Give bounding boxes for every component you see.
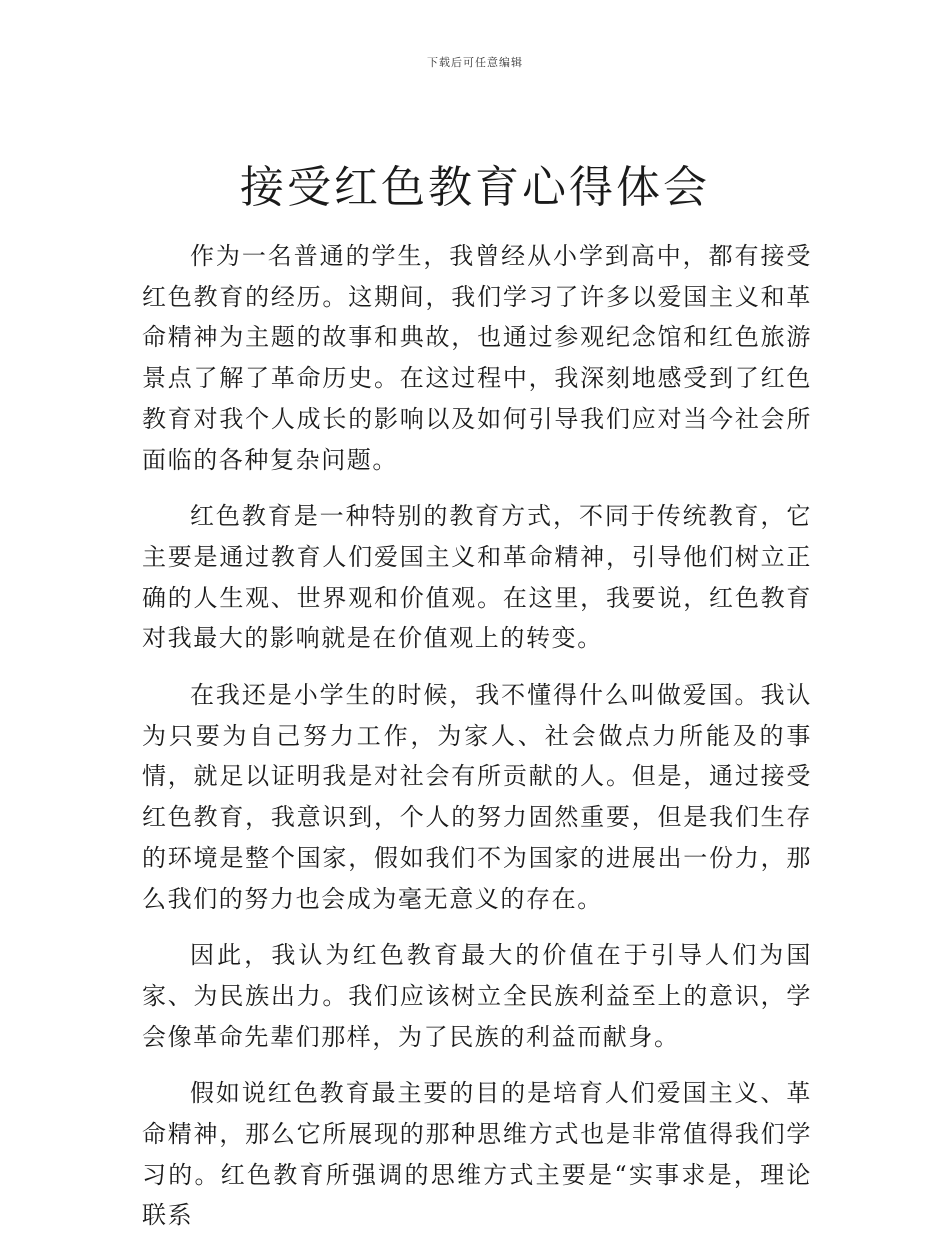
paragraph-1: 作为一名普通的学生，我曾经从小学到高中，都有接受红色教育的经历。这期间，我们学习了许多以爱国主义和革命精神为主题的故事和典故，也通过参观纪念馆和红色旅游景点了解了革命历史。在这过程中，我深刻地感受到了红色教育对我个人成长的影响以及如何引导我们应对当今社会所面临的各种复杂问题。 bbox=[142, 242, 812, 474]
paragraph-2: 红色教育是一种特别的教育方式，不同于传统教育，它主要是通过教育人们爱国主义和革命精神，引导他们树立正确的人生观、世界观和价值观。在这里，我要说，红色教育对我最大的影响就是在价值观上的转变。 bbox=[142, 502, 812, 653]
header-note: 下载后可任意编辑 bbox=[427, 56, 523, 69]
paragraph-4: 因此，我认为红色教育最大的价值在于引导人们为国家、为民族出力。我们应该树立全民族利益至上的意识，学会像革命先辈们那样，为了民族的利益而献身。 bbox=[142, 941, 812, 1051]
document-title: 接受红色教育心得体会 bbox=[240, 162, 710, 213]
paragraph-3: 在我还是小学生的时候，我不懂得什么叫做爱国。我认为只要为自己努力工作，为家人、社会做点力所能及的事情，就足以证明我是对社会有所贡献的人。但是，通过接受红色教育，我意识到，个人的努力固然重要，但是我们生存的环境是整个国家，假如我们不为国家的进展出一份力，那么我们的努力也会成为毫无意义的存在。 bbox=[142, 681, 812, 913]
paragraph-5: 假如说红色教育最主要的目的是培育人们爱国主义、革命精神，那么它所展现的那种思维方式也是非常值得我们学习的。红色教育所强调的思维方式主要是“实事求是，理论联系 bbox=[142, 1079, 812, 1230]
document-body bbox=[142, 236, 812, 1252]
